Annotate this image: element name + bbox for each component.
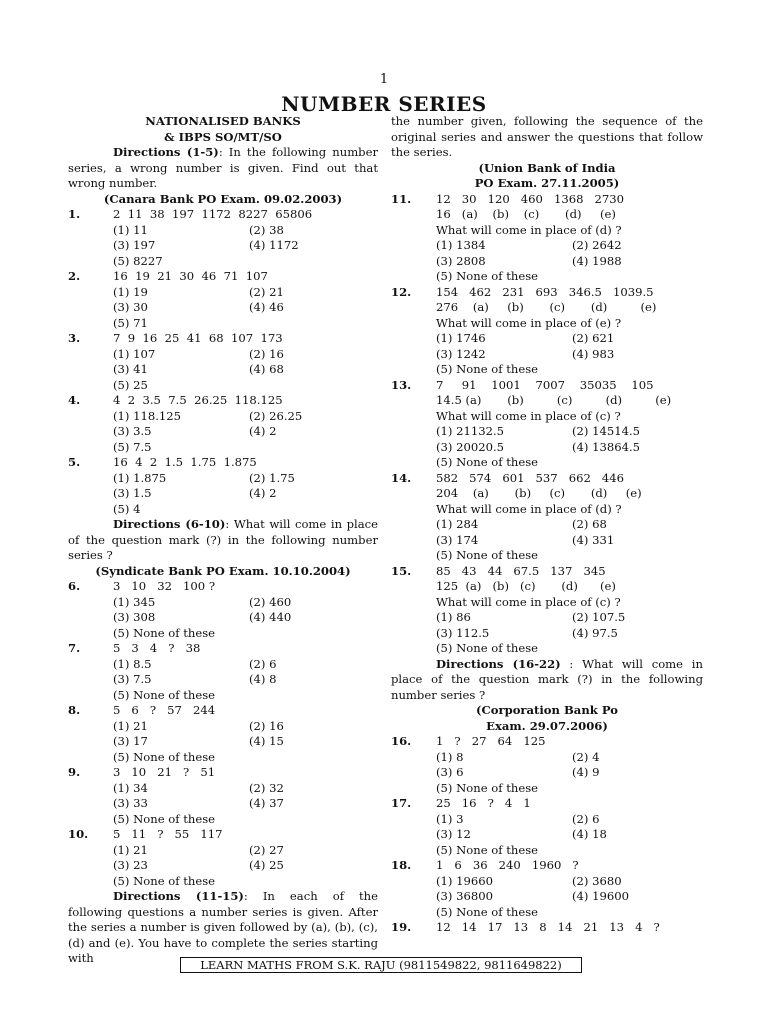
question-number: 3. xyxy=(68,331,81,345)
answer-option: (5) None of these xyxy=(113,811,216,826)
question-number: 15. xyxy=(391,563,412,578)
option-row xyxy=(68,874,378,890)
answer-option: (1) 21 xyxy=(113,842,148,857)
answer-option: (3) 17 xyxy=(113,734,148,748)
answer-option: (1) 19660 xyxy=(436,873,493,888)
option-row xyxy=(68,781,378,797)
answer-option: (1) 8.5 xyxy=(113,656,152,671)
footer-banner: LEARN MATHS FROM S.K. RAJU (9811549822, 9811649822) xyxy=(180,957,582,973)
question-item xyxy=(68,269,378,331)
answer-option: (5) None of these xyxy=(113,687,216,702)
answer-option: (4) 983 xyxy=(572,346,615,361)
answer-option: (3) 2808 xyxy=(436,253,486,268)
question-item xyxy=(68,579,378,641)
option-row xyxy=(68,719,378,735)
option-row xyxy=(68,347,378,363)
question-number: 8. xyxy=(68,703,81,717)
option-row xyxy=(391,331,703,347)
answer-option: (2) 16 xyxy=(249,346,284,361)
answer-option: (5) None of these xyxy=(436,904,539,919)
option-row xyxy=(391,347,703,363)
option-row xyxy=(68,858,378,874)
question-series: 7 91 1001 7007 35035 105 xyxy=(436,377,654,392)
answer-option: (2) 38 xyxy=(249,222,284,237)
answer-option: (2) 3680 xyxy=(572,873,622,888)
question-item xyxy=(391,285,703,378)
option-row xyxy=(68,471,378,487)
option-row xyxy=(391,440,703,456)
option-row xyxy=(68,672,378,688)
option-row xyxy=(68,300,378,316)
answer-option: (2) 621 xyxy=(572,331,615,345)
exam-label: Exam. 29.07.2006) xyxy=(486,718,608,733)
option-row xyxy=(391,269,703,285)
answer-option: (5) None of these xyxy=(436,455,539,469)
question-series: 154 462 231 693 346.5 1039.5 xyxy=(436,284,654,299)
exam-label: (Canara Bank PO Exam. 09.02.2003) xyxy=(103,191,343,206)
answer-option: (2) 107.5 xyxy=(572,610,626,624)
answer-option: (5) 4 xyxy=(113,501,141,516)
answer-option: (1) 34 xyxy=(113,780,148,795)
question-series: 1 ? 27 64 125 xyxy=(436,734,546,748)
answer-option: (3) 1242 xyxy=(436,346,486,361)
section-heading: NATIONALISED BANKS xyxy=(145,114,301,128)
question-number: 2. xyxy=(68,269,81,283)
option-row xyxy=(391,889,703,905)
option-row xyxy=(391,812,703,828)
option-row xyxy=(68,223,378,239)
question-group-6-10 xyxy=(68,579,378,889)
answer-option: (1) 1.875 xyxy=(113,470,167,485)
option-row xyxy=(391,781,703,797)
answer-option: (3) 36800 xyxy=(436,889,493,903)
option-row xyxy=(68,750,378,766)
question-line xyxy=(391,734,703,750)
directions-11-15-continued: the number given, following the sequence of the original series and answer the questions that follow the series. xyxy=(391,114,703,159)
question-line xyxy=(391,796,703,812)
question-number: 14. xyxy=(391,470,412,485)
answer-option: (4) 25 xyxy=(249,858,284,872)
exam-label: (Corporation Bank Po xyxy=(476,703,618,717)
question-prompt: What will come in place of (c) ? xyxy=(436,594,621,609)
answer-option: (3) 1.5 xyxy=(113,486,152,500)
question-line xyxy=(68,269,378,285)
answer-option: (4) 68 xyxy=(249,362,284,376)
question-subseries: 14.5 (a) (b) (c) (d) (e) xyxy=(436,393,672,407)
answer-option: (4) 9 xyxy=(572,765,600,779)
question-number: 7. xyxy=(68,641,81,655)
question-item xyxy=(391,796,703,858)
question-number: 1. xyxy=(68,207,81,221)
answer-option: (4) 46 xyxy=(249,300,284,314)
answer-option: (1) 1384 xyxy=(436,238,486,252)
option-row xyxy=(391,362,703,378)
answer-option: (3) 6 xyxy=(436,765,464,779)
question-line xyxy=(391,378,703,394)
question-series: 16 19 21 30 46 71 107 xyxy=(113,269,268,283)
option-row xyxy=(391,874,703,890)
question-number: 11. xyxy=(391,191,412,206)
answer-option: (2) 32 xyxy=(249,780,284,795)
page-title: NUMBER SERIES xyxy=(281,92,487,116)
answer-option: (1) 107 xyxy=(113,346,156,361)
answer-option: (1) 3 xyxy=(436,811,464,826)
exam-label: PO Exam. 27.11.2005) xyxy=(474,176,620,190)
question-line xyxy=(68,455,378,471)
answer-option: (2) 6 xyxy=(572,811,600,826)
answer-option: (3) 33 xyxy=(113,796,148,810)
question-line xyxy=(68,765,378,781)
question-number: 10. xyxy=(68,827,89,841)
option-row xyxy=(68,502,378,518)
question-item xyxy=(68,827,378,889)
answer-option: (3) 12 xyxy=(436,827,471,841)
option-row xyxy=(68,362,378,378)
question-prompt: What will come in place of (c) ? xyxy=(436,408,621,423)
question-item xyxy=(391,378,703,471)
answer-option: (3) 30 xyxy=(113,300,148,314)
question-subseries: 125 (a) (b) (c) (d) (e) xyxy=(436,579,616,593)
answer-option: (4) 13864.5 xyxy=(572,439,641,454)
answer-option: (5) None of these xyxy=(113,625,216,640)
question-group-16-18 xyxy=(391,734,703,920)
question-subseries: 204 (a) (b) (c) (d) (e) xyxy=(436,486,642,500)
option-row xyxy=(68,812,378,828)
answer-option: (3) 197 xyxy=(113,238,156,252)
answer-option: (4) 97.5 xyxy=(572,625,618,640)
option-row xyxy=(68,440,378,456)
right-column xyxy=(391,114,703,936)
answer-option: (1) 21132.5 xyxy=(436,424,505,438)
option-row xyxy=(68,796,378,812)
question-series: 5 6 ? 57 244 xyxy=(113,703,216,717)
question-item xyxy=(68,455,378,517)
option-row xyxy=(68,734,378,750)
option-row xyxy=(68,657,378,673)
answer-option: (5) None of these xyxy=(436,362,539,376)
option-row xyxy=(68,378,378,394)
option-row xyxy=(68,254,378,270)
answer-option: (2) 26.25 xyxy=(249,408,303,423)
answer-option: (4) 1172 xyxy=(249,238,299,252)
option-row xyxy=(391,765,703,781)
option-row xyxy=(391,424,703,440)
question-item xyxy=(68,765,378,827)
question-item xyxy=(391,858,703,920)
page-number: 1 xyxy=(379,72,389,87)
directions-1-5: Directions (1-5): In the following number series, a wrong number is given. Find out that wrong number. xyxy=(68,145,379,190)
answer-option: (3) 20020.5 xyxy=(436,439,505,454)
question-series: 12 30 120 460 1368 2730 xyxy=(436,191,625,206)
answer-option: (5) 71 xyxy=(113,315,148,330)
option-row xyxy=(68,843,378,859)
question-group-1-5 xyxy=(68,207,378,517)
option-row xyxy=(68,595,378,611)
question-line xyxy=(68,703,378,719)
question-number: 5. xyxy=(68,455,81,469)
directions-6-10: Directions (6-10): What will come in place of the question mark (?) in the following number series ? xyxy=(68,517,378,562)
option-row xyxy=(391,548,703,564)
question-item xyxy=(391,734,703,796)
directions-16-22: Directions (16-22) : What will come in place of the question mark (?) in the following number series ? xyxy=(391,656,703,702)
option-row xyxy=(391,626,703,642)
question-series: 5 11 ? 55 117 xyxy=(113,827,223,841)
answer-option: (2) 1.75 xyxy=(249,470,295,485)
question-line xyxy=(391,858,703,874)
answer-option: (4) 331 xyxy=(572,532,615,547)
question-series: 582 574 601 537 662 446 xyxy=(436,470,625,485)
question-subseries: 276 (a) (b) (c) (d) (e) xyxy=(436,300,657,314)
option-row xyxy=(68,238,378,254)
option-row xyxy=(68,285,378,301)
answer-option: (5) None of these xyxy=(113,749,216,764)
answer-option: (2) 4 xyxy=(572,749,600,764)
question-line xyxy=(391,285,703,301)
question-series: 1 6 36 240 1960 ? xyxy=(436,858,579,872)
question-series: 4 2 3.5 7.5 26.25 118.125 xyxy=(113,393,283,407)
question-number: 18. xyxy=(391,858,412,872)
option-row xyxy=(68,610,378,626)
option-row xyxy=(391,517,703,533)
question-item xyxy=(68,703,378,765)
question-group-11-15 xyxy=(391,192,703,657)
answer-option: (3) 7.5 xyxy=(113,672,152,686)
question-item xyxy=(68,641,378,703)
answer-option: (2) 6 xyxy=(249,656,277,671)
answer-option: (3) 308 xyxy=(113,610,156,624)
question-subseries: 16 (a) (b) (c) (d) (e) xyxy=(436,207,616,221)
option-row xyxy=(391,641,703,657)
answer-option: (4) 440 xyxy=(249,610,292,624)
answer-option: (2) 16 xyxy=(249,718,284,733)
answer-option: (4) 2 xyxy=(249,486,277,500)
answer-option: (1) 345 xyxy=(113,594,156,609)
answer-option: (1) 86 xyxy=(436,610,471,624)
question-number: 6. xyxy=(68,579,81,593)
question-number: 19. xyxy=(391,920,412,934)
question-19 xyxy=(391,920,703,936)
answer-option: (2) 21 xyxy=(249,284,284,299)
answer-option: (3) 3.5 xyxy=(113,424,152,438)
directions-11-15: Directions (11-15): In each of the following questions a number series is given. After the series a number is given followed by (a), (b), (c), (d) and (e). You have to complete the series starting with xyxy=(68,889,379,965)
question-series: 25 16 ? 4 1 xyxy=(436,796,531,810)
question-number: 12. xyxy=(391,284,412,299)
option-row xyxy=(391,843,703,859)
question-line xyxy=(391,192,703,208)
answer-option: (3) 23 xyxy=(113,858,148,872)
answer-option: (4) 1988 xyxy=(572,253,622,268)
answer-option: (5) None of these xyxy=(436,780,539,795)
question-series: 5 3 4 ? 38 xyxy=(113,641,201,655)
question-item xyxy=(68,207,378,269)
option-row xyxy=(391,533,703,549)
answer-option: (1) 1746 xyxy=(436,331,486,345)
question-series: 3 10 21 ? 51 xyxy=(113,765,216,779)
answer-option: (4) 19600 xyxy=(572,889,629,903)
answer-option: (2) 14514.5 xyxy=(572,424,641,438)
option-row xyxy=(68,486,378,502)
question-series: 12 14 17 13 8 14 21 13 4 ? xyxy=(436,920,660,934)
option-row xyxy=(391,750,703,766)
answer-option: (4) 18 xyxy=(572,827,607,841)
question-number: 4. xyxy=(68,393,81,407)
option-row xyxy=(391,827,703,843)
option-row xyxy=(391,238,703,254)
question-line xyxy=(68,207,378,223)
question-line xyxy=(391,471,703,487)
question-number: 17. xyxy=(391,796,412,810)
option-row xyxy=(391,455,703,471)
question-item xyxy=(391,192,703,285)
question-number: 9. xyxy=(68,765,81,779)
answer-option: (4) 37 xyxy=(249,796,284,810)
answer-option: (5) None of these xyxy=(436,842,539,857)
answer-option: (2) 27 xyxy=(249,842,284,857)
question-series: 16 4 2 1.5 1.75 1.875 xyxy=(113,455,257,469)
question-prompt: What will come in place of (e) ? xyxy=(436,315,622,330)
answer-option: (1) 19 xyxy=(113,284,148,299)
question-number: 13. xyxy=(391,377,412,392)
question-series: 85 43 44 67.5 137 345 xyxy=(436,563,606,578)
answer-option: (3) 112.5 xyxy=(436,625,490,640)
answer-option: (5) None of these xyxy=(436,548,539,562)
left-column xyxy=(68,114,378,967)
question-item xyxy=(68,393,378,455)
option-row xyxy=(391,254,703,270)
answer-option: (4) 15 xyxy=(249,734,284,748)
question-line xyxy=(68,579,378,595)
answer-option: (5) None of these xyxy=(436,269,539,283)
answer-option: (2) 460 xyxy=(249,594,292,609)
option-row xyxy=(68,316,378,332)
option-row xyxy=(68,409,378,425)
answer-option: (4) 8 xyxy=(249,672,277,686)
exam-label: (Union Bank of India xyxy=(478,160,616,175)
question-line xyxy=(68,331,378,347)
answer-option: (3) 174 xyxy=(436,532,479,547)
question-item xyxy=(391,564,703,657)
question-item xyxy=(68,331,378,393)
answer-option: (5) None of these xyxy=(113,873,216,888)
answer-option: (4) 2 xyxy=(249,424,277,438)
option-row xyxy=(68,424,378,440)
question-line xyxy=(68,393,378,409)
option-row xyxy=(68,688,378,704)
question-item xyxy=(391,471,703,564)
exam-label: (Syndicate Bank PO Exam. 10.10.2004) xyxy=(95,563,351,578)
answer-option: (5) 25 xyxy=(113,377,148,392)
question-prompt: What will come in place of (d) ? xyxy=(436,222,622,237)
answer-option: (1) 11 xyxy=(113,222,148,237)
question-number: 16. xyxy=(391,734,412,748)
answer-option: (1) 284 xyxy=(436,517,479,531)
question-series: 7 9 16 25 41 68 107 173 xyxy=(113,331,283,345)
question-line xyxy=(68,641,378,657)
question-series: 3 10 32 100 ? xyxy=(113,579,216,593)
answer-option: (1) 21 xyxy=(113,718,148,733)
answer-option: (2) 68 xyxy=(572,517,607,531)
answer-option: (2) 2642 xyxy=(572,238,622,252)
option-row xyxy=(391,905,703,921)
question-series: 2 11 38 197 1172 8227 65806 xyxy=(113,207,313,221)
question-line xyxy=(391,564,703,580)
question-line xyxy=(68,827,378,843)
answer-option: (5) 8227 xyxy=(113,253,163,268)
answer-option: (1) 8 xyxy=(436,749,464,764)
answer-option: (1) 118.125 xyxy=(113,408,182,423)
option-row xyxy=(391,610,703,626)
answer-option: (5) 7.5 xyxy=(113,439,152,454)
question-prompt: What will come in place of (d) ? xyxy=(436,501,622,516)
answer-option: (3) 41 xyxy=(113,362,148,376)
answer-option: (5) None of these xyxy=(436,641,539,655)
section-subheading: & IBPS SO/MT/SO xyxy=(164,129,282,144)
option-row xyxy=(68,626,378,642)
